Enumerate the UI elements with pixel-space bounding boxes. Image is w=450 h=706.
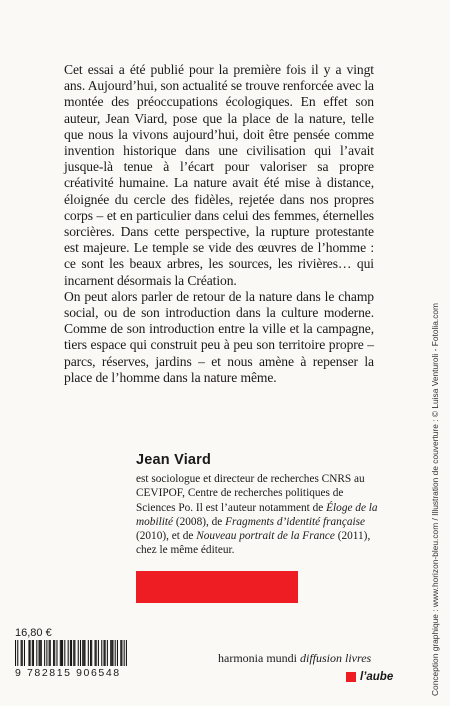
barcode-bar	[30, 640, 31, 666]
author-name: Jean Viard	[136, 452, 212, 468]
barcode-bar	[74, 640, 75, 666]
price-label: 16,80 €	[15, 627, 52, 639]
barcode-bar	[88, 640, 89, 666]
barcode-bar	[121, 640, 122, 666]
barcode-bar	[39, 640, 40, 666]
barcode-bar	[60, 640, 61, 666]
barcode-bar	[117, 640, 118, 666]
bio-book-title-1: Éloge de la mobilité	[136, 501, 378, 528]
barcode-bar	[54, 640, 55, 666]
barcode-bar	[46, 640, 47, 666]
distributor-italic: diffusion livres	[299, 651, 372, 665]
bio-book-title-3: Nouveau portrait de la France	[196, 530, 335, 543]
barcode-bar	[32, 640, 33, 666]
barcode-bar	[95, 640, 96, 666]
barcode-bar	[124, 640, 125, 666]
barcode-bar	[71, 640, 72, 666]
barcode-bar	[50, 640, 51, 666]
blurb-paragraph-1: Cet essai a été publié pour la première fois il y a vingt ans. Aujourd’hui, son actualité se trouve renforcée avec la montée des préoccupations écologiques. En effet son auteur, Jean Viard, pose que la place de la nature, telle que nous la vivons aujourd’hui, doit être pensée comme invention historique dans une civilisation qui l’avait jusque-là tenue à l’écart pour valoriser sa propre créativité humaine. La nature avait été mise à distance, éloignée du cercle des fidèles, rejetée dans nos propres corps – et en particulier dans celui des femmes, éternelles sorcières. Dans cette perspective, la rupture protestante est majeure. Le temple se vide des œuvres de l’homme : ce sont les beaux arbres, les sources, les rivières… qui incarnent désormais la Création.	[64, 62, 374, 288]
barcode-bar	[115, 640, 116, 666]
publisher-name: l’aube	[360, 671, 394, 683]
barcode-bar	[28, 640, 29, 666]
barcode-bars	[15, 640, 127, 666]
bio-book-title-2: Fragments d’identité française	[225, 515, 366, 528]
barcode-bar	[80, 640, 81, 666]
barcode-bar	[22, 640, 23, 666]
barcode-bar	[49, 640, 50, 666]
barcode-bar	[33, 640, 34, 666]
barcode-bar	[61, 640, 62, 666]
barcode-bar	[107, 640, 108, 666]
barcode-bar	[17, 640, 18, 666]
barcode-bar	[126, 640, 127, 666]
barcode-bar	[41, 640, 42, 666]
barcode-bar	[91, 640, 92, 666]
barcode-bar	[36, 640, 37, 666]
barcode-bar	[111, 640, 112, 666]
barcode-bar	[15, 640, 16, 666]
barcode-bar	[96, 640, 97, 666]
blurb-paragraph-2: On peut alors parler de retour de la nature dans le champ social, ou de son introduction dans la culture moderne. Comme de son introduction entre la ville et la campagne, tiers espace qui construit peu à peu son territoire propre – parcs, réserves, jardins – et nous amène à repenser la place de l’homme dans la nature même.	[64, 288, 374, 385]
bio-text-3: (2010), et de	[136, 530, 197, 543]
barcode-bar	[24, 640, 25, 666]
barcode-bar	[44, 640, 45, 666]
author-bio	[136, 472, 380, 558]
barcode-bar	[84, 640, 85, 666]
barcode-bar	[105, 640, 106, 666]
barcode-bar	[120, 640, 121, 666]
barcode-bar	[101, 640, 102, 666]
bio-text-1: est sociologue et directeur de recherches CNRS au CEVIPOF, Centre de recherches politiques de Sciences Po. Il est l’auteur notamment de	[136, 473, 365, 514]
distributor-name: harmonia mundi	[218, 651, 300, 665]
barcode-bar	[90, 640, 91, 666]
blurb-text	[64, 62, 374, 386]
red-label-bar	[136, 571, 298, 603]
isbn-barcode	[15, 640, 127, 688]
isbn-number: 9 782815 906548	[15, 666, 127, 679]
barcode-bar	[40, 640, 41, 666]
barcode-bar	[98, 640, 99, 666]
publisher-logo	[346, 670, 393, 684]
distributor-line	[218, 651, 371, 666]
barcode-bar	[62, 640, 63, 666]
barcode-bar	[78, 640, 79, 666]
barcode-bar	[73, 640, 74, 666]
barcode-bar	[21, 640, 22, 666]
barcode-bar	[64, 640, 65, 666]
barcode-bar	[82, 640, 83, 666]
barcode-bar	[103, 640, 104, 666]
barcode-bar	[70, 640, 71, 666]
design-credits: Conception graphique : www.horizon-bleu.com / Illustration de couverture : © Luisa Venturoli - Fotolia.com	[430, 302, 440, 696]
barcode-bar	[53, 640, 54, 666]
barcode-bar	[110, 640, 111, 666]
bio-text-4: (2011), chez le même éditeur.	[136, 530, 371, 557]
barcode-bar	[68, 640, 69, 666]
bio-text-2: (2008), de	[173, 515, 226, 528]
barcode-bar	[112, 640, 113, 666]
barcode-bar	[83, 640, 84, 666]
publisher-logo-square	[346, 672, 356, 682]
barcode-bar	[56, 640, 57, 666]
